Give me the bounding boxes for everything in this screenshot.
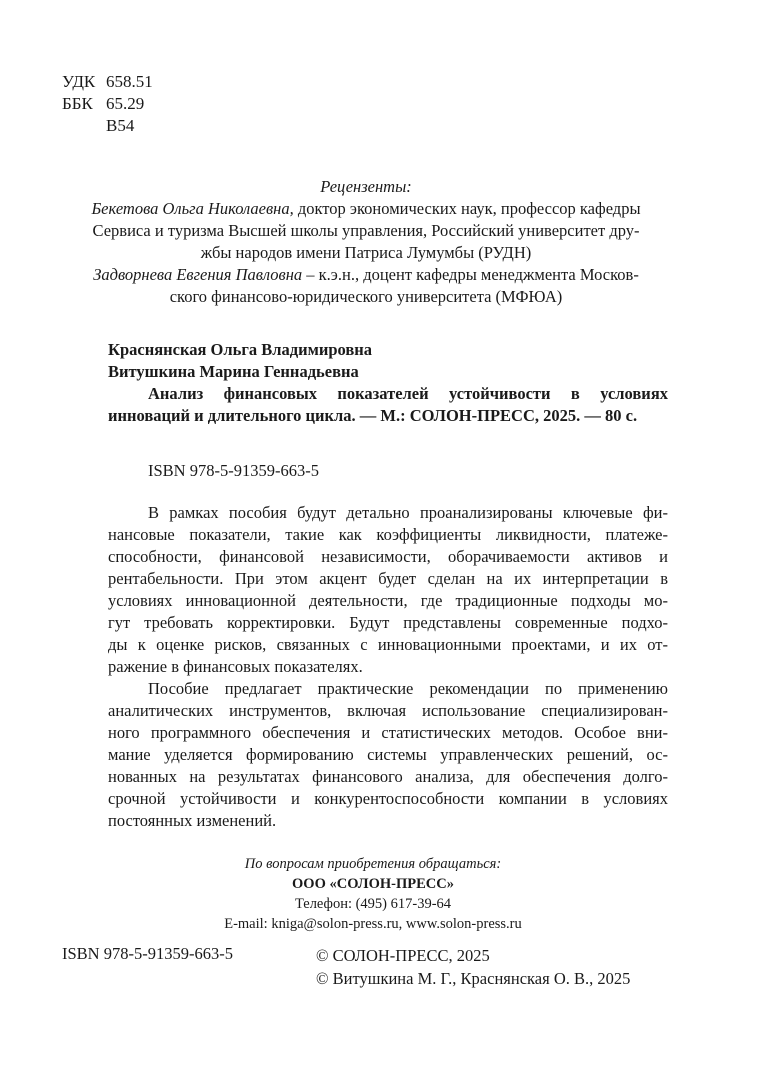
book-title-citation: Анализ финансовых показателей устойчивости в условиях инноваций и длительного цикла. — М.: СОЛОН-ПРЕСС, 2025. — 80 с. — [108, 384, 668, 425]
reviewer-2-line-2: ского финансово-юридического университета (МФЮА) — [169, 287, 563, 306]
footer-isbn: ISBN 978-5-91359-663-5 — [62, 944, 233, 963]
bbk-value: 65.29 — [106, 94, 145, 113]
abstract-line: ды к оценке рисков, связанных с инновационными проектами, и их от- — [108, 635, 668, 654]
abstract-line: условиях инновационной деятельности, где традиционные подходы мо- — [108, 591, 668, 610]
abstract-line: аналитических инструментов, включая использование специализирован- — [108, 701, 668, 720]
abstract-line: постоянных изменений. — [108, 811, 277, 830]
reviewer-1-line-2: Сервиса и туризма Высшей школы управления, Российский университет дру- — [92, 221, 640, 240]
contacts-header: По вопросам приобретения обращаться: — [244, 856, 502, 872]
abstract-line: нованных на результатах финансового анализа, для обеспечения долго- — [108, 767, 668, 786]
classification-block — [62, 71, 153, 137]
udk-value: 658.51 — [106, 72, 153, 91]
purchase-contacts-block — [148, 854, 598, 934]
abstract-line: нансовые показатели, такие как коэффициенты ликвидности, платеже- — [108, 525, 668, 544]
copyright-authors: © Витушкина М. Г., Краснянская О. В., 2025 — [316, 969, 631, 988]
reviewer-2-credentials: – к.э.н., доцент кафедры менеджмента Москов- — [302, 265, 639, 284]
author-1: Краснянская Ольга Владимировна — [108, 340, 373, 359]
reviewers-block — [56, 176, 676, 308]
publisher-name: ООО «СОЛОН-ПРЕСС» — [292, 876, 454, 892]
authors-block — [108, 339, 668, 427]
udk-label: УДК — [62, 72, 96, 91]
reviewer-2-name: Задворнева Евгения Павловна — [93, 265, 303, 284]
abstract-line: рентабельности. При этом акцент будет сделан на их интерпретации в — [108, 569, 668, 588]
bbk-label: ББК — [62, 94, 93, 113]
author-mark-row — [62, 115, 153, 137]
abstract-line: мание уделяется формированию системы управленческих решений, ос- — [108, 745, 668, 764]
copyright-publisher: © СОЛОН-ПРЕСС, 2025 — [316, 946, 490, 965]
reviewer-1-credentials: доктор экономических наук, профессор кафедры — [293, 199, 641, 218]
bbk-row — [62, 93, 153, 115]
reviewer-1-line-3: жбы народов имени Патриса Лумумбы (РУДН) — [200, 243, 532, 262]
publisher-email-web: E-mail: kniga@solon-press.ru, www.solon-press.ru — [224, 916, 522, 932]
abstract-line: срочной устойчивости и конкурентоспособности компании в условиях — [108, 789, 668, 808]
reviewers-header: Рецензенты: — [320, 177, 412, 196]
abstract-line: способности, финансовой независимости, оборачиваемости активов и — [108, 547, 668, 566]
abstract-line: В рамках пособия будут детально проанализированы ключевые фи- — [148, 503, 668, 522]
author-mark: В54 — [106, 116, 135, 135]
isbn-main: ISBN 978-5-91359-663-5 — [148, 461, 319, 480]
abstract-line: ного программного обеспечения и статистических методов. Особое вни- — [108, 723, 668, 742]
abstract-line: ражение в финансовых показателях. — [108, 657, 363, 676]
author-2: Витушкина Марина Геннадьевна — [108, 362, 359, 381]
abstract-block — [108, 502, 668, 832]
reviewer-1-name: Бекетова Ольга Николаевна, — [91, 199, 294, 218]
abstract-line: Пособие предлагает практические рекомендации по применению — [148, 679, 668, 698]
abstract-line: гут требовать корректировки. Будут представлены современные подхо- — [108, 613, 668, 632]
udk-row — [62, 71, 153, 93]
copyright-block — [316, 944, 630, 990]
publisher-phone: Телефон: (495) 617-39-64 — [294, 896, 452, 912]
reviewer-2-line-1 — [56, 264, 676, 286]
reviewer-1-line-1 — [56, 198, 676, 220]
